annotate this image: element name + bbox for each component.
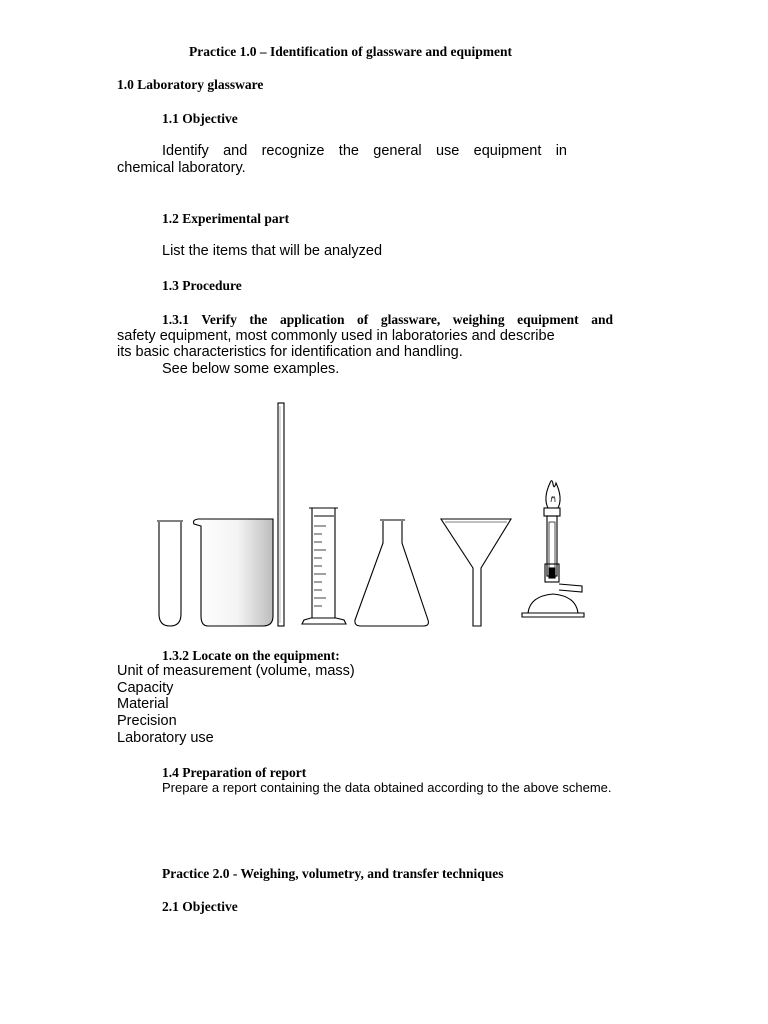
practice2-title: Practice 2.0 - Weighing, volumetry, and transfer techniques	[162, 866, 504, 881]
report-text: Prepare a report containing the data obtained according to the above scheme.	[162, 780, 612, 795]
erlenmeyer-flask-icon	[355, 520, 429, 626]
procedure-step1-line4: See below some examples.	[162, 361, 340, 377]
procedure-step1-line2: safety equipment, most commonly used in laboratories and describe	[117, 328, 555, 344]
test-tube-icon	[157, 521, 183, 626]
section-heading: 1.0 Laboratory glassware	[117, 77, 264, 92]
funnel-icon	[441, 519, 511, 626]
report-heading: 1.4 Preparation of report	[162, 765, 307, 780]
list-item: Capacity	[117, 680, 174, 696]
glassware-figure	[150, 398, 600, 630]
bunsen-burner-icon	[522, 481, 584, 617]
beaker-icon	[194, 519, 274, 626]
practice1-title: Practice 1.0 – Identification of glassware and equipment	[189, 44, 512, 59]
procedure-heading: 1.3 Procedure	[162, 278, 242, 293]
objective-text-line2: chemical laboratory.	[117, 160, 246, 176]
objective-text-line1: Identify and recognize the general use equipment in	[162, 143, 567, 159]
list-item: Material	[117, 696, 169, 712]
list-item: Precision	[117, 713, 177, 729]
experimental-heading: 1.2 Experimental part	[162, 211, 290, 226]
procedure-step2-heading: 1.3.2 Locate on the equipment:	[162, 648, 340, 663]
stirring-rod-icon	[278, 403, 284, 626]
list-item: Unit of measurement (volume, mass)	[117, 663, 355, 679]
list-item: Laboratory use	[117, 730, 214, 746]
experimental-text: List the items that will be analyzed	[162, 243, 383, 259]
procedure-step1-line3: its basic characteristics for identification and handling.	[117, 344, 463, 360]
practice2-objective-heading: 2.1 Objective	[162, 899, 238, 914]
objective-heading: 1.1 Objective	[162, 111, 238, 126]
procedure-step1-line1: 1.3.1 Verify the application of glassware, weighing equipment and	[162, 312, 613, 327]
graduated-cylinder-icon	[302, 508, 346, 624]
